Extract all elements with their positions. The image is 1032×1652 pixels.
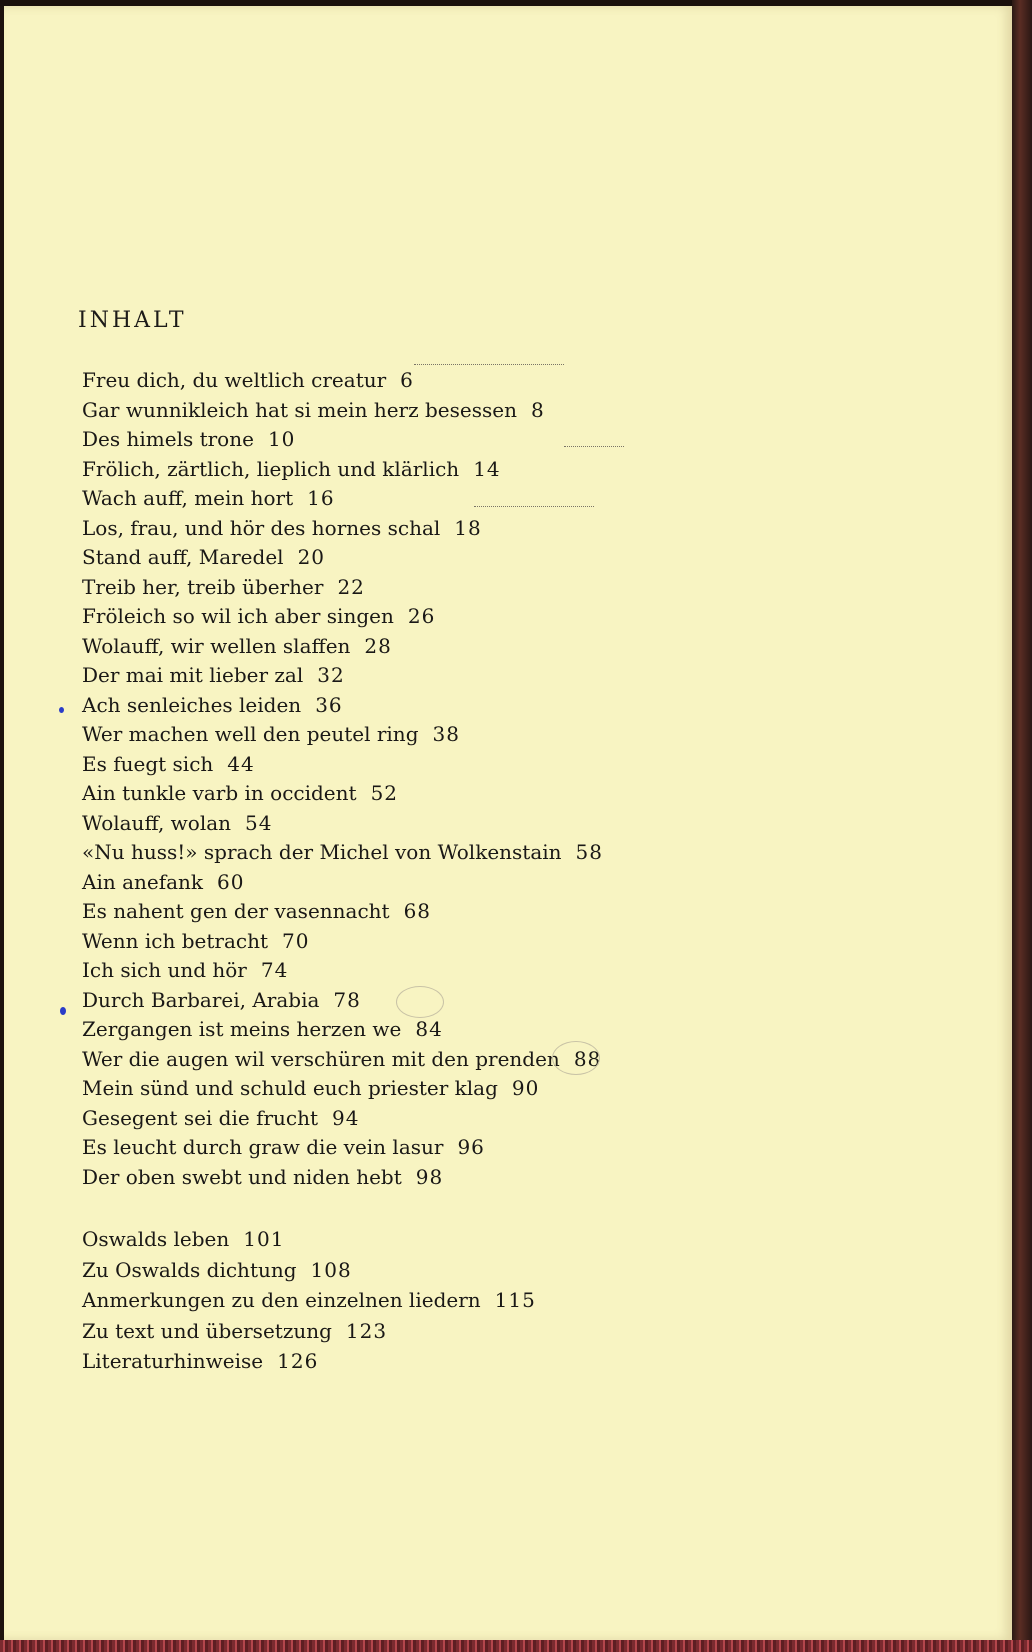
toc-entry: «Nu huss!» sprach der Michel von Wolkenstain 58	[82, 840, 603, 864]
toc-entry: Wenn ich betracht 70	[82, 928, 310, 953]
toc-entry: Durch Barbarei, Arabia 78	[82, 987, 361, 1012]
book-page	[4, 6, 1012, 1640]
toc-entry: Oswalds leben 101	[82, 1227, 285, 1251]
toc-entry: Des himels trone 10	[82, 427, 296, 451]
toc-entry: Wer machen well den peutel ring 38	[82, 722, 460, 746]
pencil-circle	[396, 986, 444, 1018]
toc-entry: Es fuegt sich 44	[82, 751, 255, 776]
toc-entry: Wach auff, mein hort 16	[82, 486, 335, 510]
toc-entry: Los, frau, und hör des hornes schal 18	[82, 515, 482, 540]
toc-entry: Zu text und übersetzung 123	[82, 1318, 388, 1343]
toc-entry: Zergangen ist meins herzen we 84	[82, 1017, 443, 1041]
toc-entry: Zu Oswalds dichtung 108	[82, 1257, 352, 1282]
toc-entry: Frölich, zärtlich, lieplich und klärlich 14	[82, 456, 501, 481]
toc-entry: Mein sünd und schuld euch priester klag 90	[82, 1076, 540, 1100]
toc-entry: Ain anefank 60	[82, 869, 245, 894]
toc-entry: Der mai mit lieber zal 32	[82, 663, 345, 687]
toc-entry: Es nahent gen der vasennacht 68	[82, 899, 432, 923]
toc-entry: Treib her, treib überher 22	[82, 574, 365, 599]
toc-entry: Wer die augen wil verschüren mit den prenden 88	[82, 1046, 602, 1071]
toc-entry: Freu dich, du weltlich creatur 6	[82, 368, 414, 392]
toc-entry: Anmerkungen zu den einzelnen liedern 115	[82, 1288, 536, 1312]
margin-dot-mark	[59, 707, 64, 713]
toc-entry: Der oben swebt und niden hebt 98	[82, 1164, 444, 1189]
pencil-scribble	[474, 506, 594, 507]
margin-dot-mark	[60, 1007, 66, 1015]
toc-entry: Literaturhinweise 126	[82, 1349, 319, 1373]
contents-list	[82, 366, 722, 1192]
pencil-scribble	[414, 364, 564, 365]
toc-entry: Gar wunnikleich hat si mein herz besessen 8	[82, 397, 545, 422]
toc-entry: Ich sich und hör 74	[82, 958, 289, 982]
toc-entry: Fröleich so wil ich aber singen 26	[82, 604, 436, 628]
toc-entry: Gesegent sei die frucht 94	[82, 1105, 360, 1130]
appendix-list	[82, 1224, 722, 1377]
toc-entry: Stand auff, Maredel 20	[82, 545, 326, 569]
toc-entry: Ach senleiches leiden 36	[82, 692, 343, 717]
toc-entry: Wolauff, wir wellen slaffen 28	[82, 633, 392, 658]
toc-entry: Wolauff, wolan 54	[82, 810, 273, 835]
book-edge	[1012, 0, 1032, 1652]
pencil-circle	[552, 1041, 600, 1075]
book-cover-edge	[0, 1640, 1032, 1652]
pencil-scribble	[564, 446, 624, 447]
page-title: INHALT	[78, 308, 187, 333]
toc-entry: Ain tunkle varb in occident 52	[82, 781, 399, 805]
toc-entry: Es leucht durch graw die vein lasur 96	[82, 1135, 485, 1159]
